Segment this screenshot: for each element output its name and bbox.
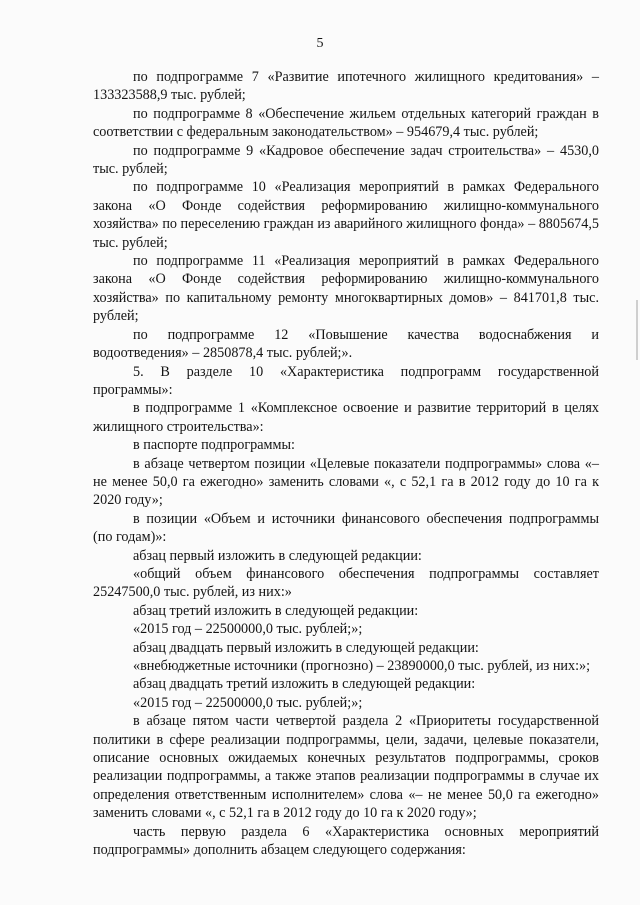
paragraph-section-10: 5. В разделе 10 «Характеристика подпрограмм государственной программы»: xyxy=(93,363,599,398)
paragraph-subprogram-12: по подпрограмме 12 «Повышение качества водоснабжения и водоотведения» – 2850878,4 тыс. рублей;». xyxy=(93,326,599,362)
paragraph-subprogram-9: по подпрограмме 9 «Кадровое обеспечение задач строительства» – 4530,0 тыс. рублей; xyxy=(93,142,599,178)
paragraph-total-volume: «общий объем финансового обеспечения подпрограммы составляет 25247500,0 тыс. рублей, из них:» xyxy=(93,565,599,601)
paragraph-twenty-third-abzac: абзац двадцать третий изложить в следующей редакции: xyxy=(133,676,476,693)
paragraph-subprogram-1: в подпрограмме 1 «Комплексное освоение и развитие территорий в целях жилищного строительства»: xyxy=(93,400,599,435)
page-number: 5 xyxy=(316,36,324,51)
paragraph-priorities-section: в абзаце пятом части четвертой раздела 2 «Приоритеты государственной политики в сфере реализации подпрограммы, цели, задачи, целевые показатели, описание основных ожидаемых конечных результатов подпрограммы, сроков реализации подпрограммы, а также этапов реализации подпрограммы в случае их определения ответственным исполнителем» слова «– не менее 50,0 га ежегодно» заменить словами «, с 52,1 га в 2012 году до 10 га к 2020 году»; xyxy=(93,713,599,822)
paragraph-section-6: часть первую раздела 6 «Характеристика основных мероприятий подпрограммы» дополнить абзацем следующего содержания: xyxy=(93,823,599,859)
paragraph-extrabudgetary: «внебюджетные источники (прогнозно) – 23890000,0 тыс. рублей, из них:»; xyxy=(133,658,591,674)
paragraph-target-indicators: в абзаце четвертом позиции «Целевые показатели подпрограммы» слова «– не менее 50,0 га ежегодно» заменить словами «, с 52,1 га в 2012 году до 10 га к 2020 году»; xyxy=(93,455,599,509)
paragraph-financing-position: в позиции «Объем и источники финансового обеспечения подпрограммы (по годам)»: xyxy=(93,510,599,546)
paragraph-passport: в паспорте подпрограммы: xyxy=(133,437,295,454)
paragraph-first-abzac: абзац первый изложить в следующей редакции: xyxy=(133,547,422,564)
paragraph-subprogram-11: по подпрограмме 11 «Реализация мероприятий в рамках Федерального закона «О Фонде содействия реформированию жилищно-коммунального хозяйства» по капитальному ремонту многоквартирных домов» – 841701,8 тыс. рублей; xyxy=(93,253,599,325)
paragraph-subprogram-7: по подпрограмме 7 «Развитие ипотечного жилищного кредитования» – 133323588,9 тыс. рублей; xyxy=(93,69,599,104)
paragraph-2015-year: «2015 год – 22500000,0 тыс. рублей;»; xyxy=(133,621,363,638)
scan-edge-mark xyxy=(636,300,638,360)
paragraph-subprogram-10: по подпрограмме 10 «Реализация мероприятий в рамках Федерального закона «О Фонде содействия реформированию жилищно-коммунального хозяйства» по переселению граждан из аварийного жилищного фонда» – 8805674,5 тыс. рублей; xyxy=(93,179,600,251)
paragraph-2015-year-second: «2015 год – 22500000,0 тыс. рублей;»; xyxy=(133,694,363,711)
paragraph-third-abzac: абзац третий изложить в следующей редакции: xyxy=(133,602,419,619)
paragraph-subprogram-8: по подпрограмме 8 «Обеспечение жильем отдельных категорий граждан в соответствии с федеральным законодательством» – 954679,4 тыс. рублей; xyxy=(93,105,599,141)
paragraph-twenty-first-abzac: абзац двадцать первый изложить в следующей редакции: xyxy=(133,639,479,656)
document-body xyxy=(93,68,599,859)
